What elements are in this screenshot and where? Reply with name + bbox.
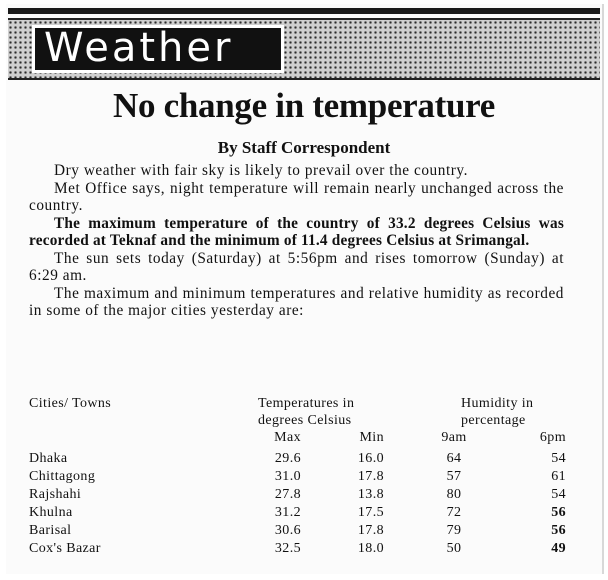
humidity-6pm: 49 <box>551 541 566 556</box>
humidity-9am: 50 <box>446 541 462 556</box>
max-temp: 31.0 <box>274 469 301 484</box>
city-name: Cox's Bazar <box>29 541 101 556</box>
header-humidity-line2: percentage <box>461 413 526 428</box>
humidity-6pm: 56 <box>551 505 566 520</box>
table-row <box>29 487 569 503</box>
humidity-9am: 57 <box>446 469 462 484</box>
header-6pm: 6pm <box>539 430 566 445</box>
table-row <box>29 505 569 521</box>
table-row <box>29 523 569 539</box>
max-temp: 31.2 <box>274 505 301 520</box>
byline: By Staff Correspondent <box>217 138 391 157</box>
min-temp: 17.5 <box>357 505 384 520</box>
header-temperature-line2: degrees Celsius <box>258 413 352 428</box>
top-rule <box>8 8 600 14</box>
max-temp: 30.6 <box>274 523 301 538</box>
table-row <box>29 469 569 485</box>
header-min: Min <box>359 430 384 445</box>
min-temp: 18.0 <box>357 541 384 556</box>
article-body <box>29 162 564 320</box>
header-temperature-line1: Temperatures in <box>258 396 355 411</box>
city-name: Chittagong <box>29 469 96 484</box>
humidity-9am: 64 <box>446 451 462 466</box>
header-cities: Cities/ Towns <box>29 396 112 411</box>
paragraph-extremes: The maximum temperature of the country of 33.2 degrees Celsius was recorded at Teknaf and the minimum of 11.4 degrees Celsius at Srimangal. <box>29 214 564 249</box>
paragraph-sunset: The sun sets today (Saturday) at 5:56pm and rises tomorrow (Sunday) at 6:29 am. <box>29 249 564 284</box>
header-max: Max <box>274 430 301 445</box>
header-humidity-line1: Humidity in <box>461 396 534 411</box>
weather-table <box>29 394 569 564</box>
humidity-6pm: 61 <box>551 469 566 484</box>
max-temp: 32.5 <box>274 541 301 556</box>
humidity-6pm: 56 <box>551 523 566 538</box>
humidity-9am: 79 <box>446 523 462 538</box>
humidity-9am: 72 <box>446 505 462 520</box>
humidity-6pm: 54 <box>551 451 566 466</box>
min-temp: 16.0 <box>357 451 384 466</box>
city-name: Rajshahi <box>29 487 82 502</box>
paragraph-met-office: Met Office says, night temperature will remain nearly unchanged across the country. <box>29 179 564 214</box>
headline: No change in temperature <box>113 86 495 125</box>
city-name: Khulna <box>29 505 73 520</box>
humidity-6pm: 54 <box>551 487 566 502</box>
paragraph-forecast: Dry weather with fair sky is likely to prevail over the country. <box>54 162 468 179</box>
paragraph-table-intro: The maximum and minimum temperatures and relative humidity as recorded in some of the major cities yesterday are: <box>29 284 564 319</box>
section-label: Weather <box>44 25 234 71</box>
min-temp: 17.8 <box>357 523 384 538</box>
min-temp: 17.8 <box>357 469 384 484</box>
header-9am: 9am <box>441 430 467 445</box>
max-temp: 27.8 <box>274 487 301 502</box>
max-temp: 29.6 <box>274 451 301 466</box>
table-row <box>29 541 569 557</box>
humidity-9am: 80 <box>446 487 462 502</box>
table-row <box>29 451 569 467</box>
city-name: Dhaka <box>29 451 68 466</box>
city-name: Barisal <box>29 523 72 538</box>
min-temp: 13.8 <box>357 487 384 502</box>
